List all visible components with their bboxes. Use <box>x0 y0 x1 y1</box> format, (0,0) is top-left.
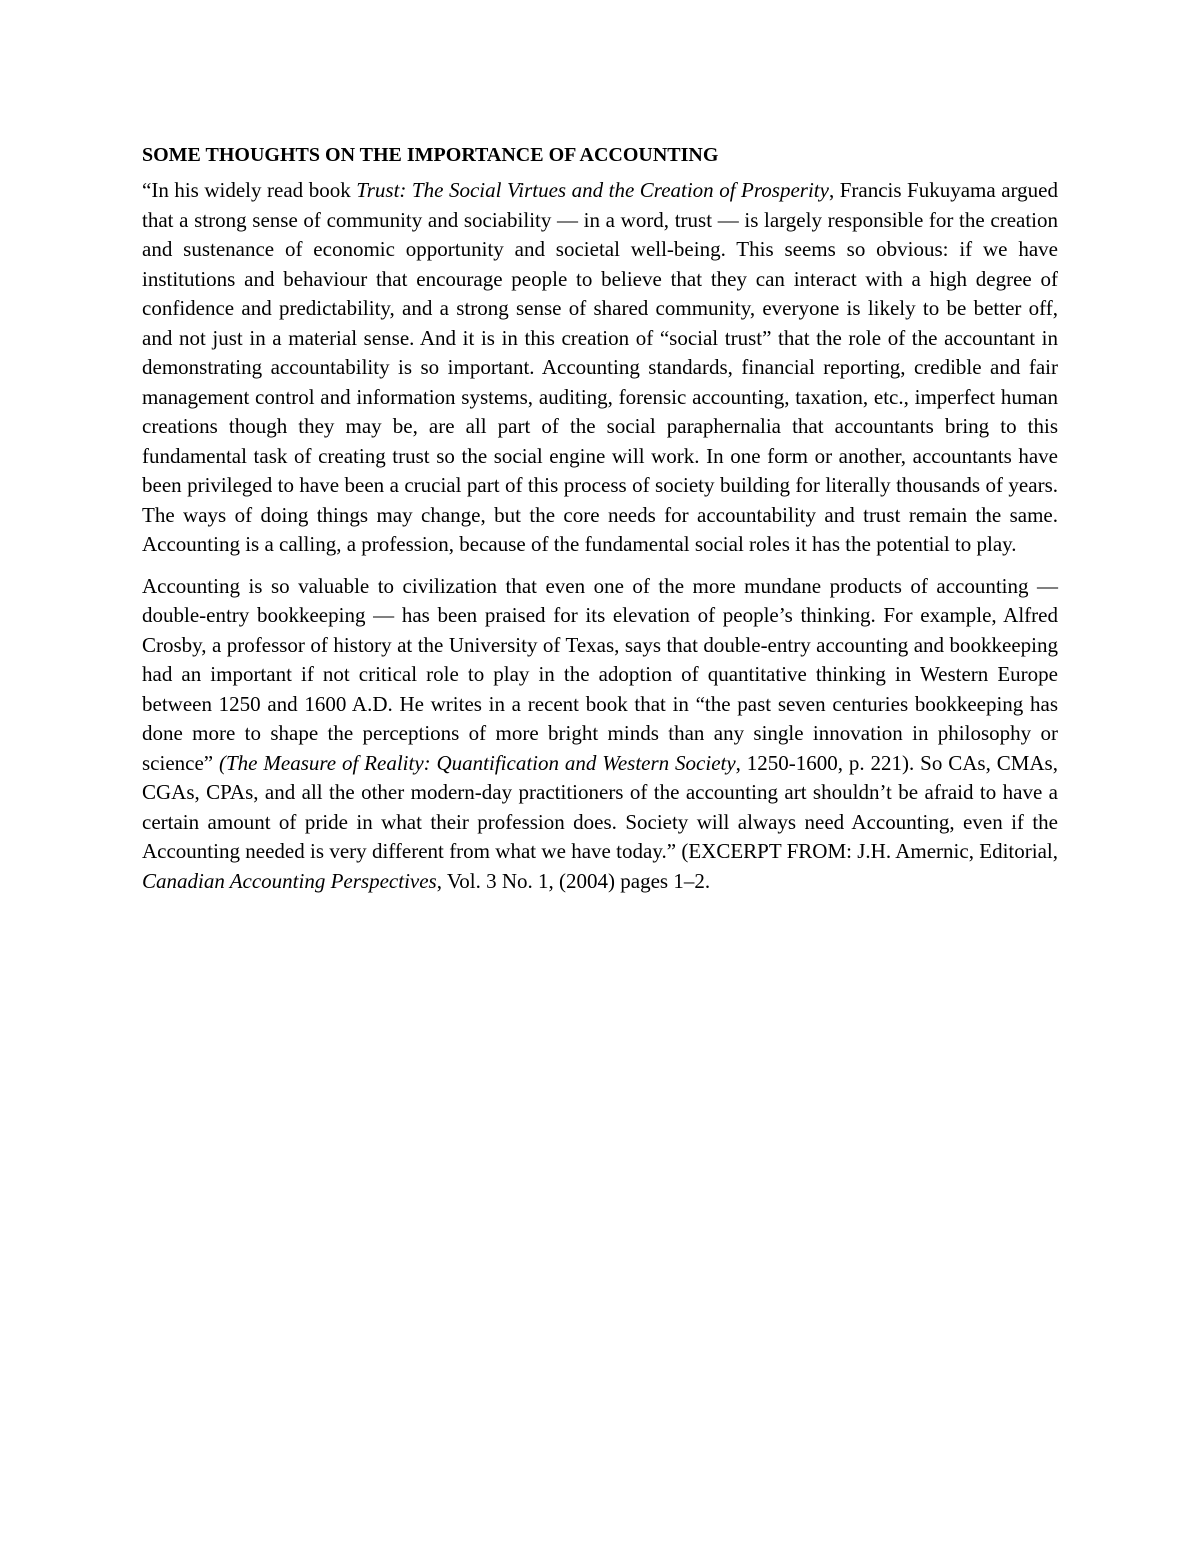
journal-title: Canadian Accounting Perspectives <box>142 868 437 893</box>
paragraph-1 <box>142 176 1058 560</box>
paragraph-2-text-c: , Vol. 3 No. 1, (2004) pages 1–2. <box>436 868 711 893</box>
paragraph-2-text-b: , 1250-1600, p. 221). So CAs, CMAs, CGAs, CPAs, and all the other modern-day practitioners of the accounting art shouldn’t be afraid to have a certain amount of pride in what their profession does. Society will always need Accounting, even if the Accounting needed is very different from what we have today.” (EXCERPT FROM: J.H. Amernic, Editorial, <box>142 750 1058 863</box>
book-title-measure-of-reality: (The Measure of Reality: Quantification and Western Society <box>219 750 736 775</box>
book-title-trust: Trust: The Social Virtues and the Creation of Prosperity <box>356 178 829 202</box>
paragraph-2 <box>142 572 1058 897</box>
paragraph-1-text-a: “In his widely read book <box>142 178 357 202</box>
document-title: SOME THOUGHTS ON THE IMPORTANCE OF ACCOUNTING <box>142 144 719 166</box>
paragraph-1-text-b: , Francis Fukuyama argued that a strong sense of community and sociability — in a word, trust — is largely responsible for the creation and sustenance of economic opportunity and societal well-being. This seems so obvious: if we have institutions and behaviour that encourage people to believe that they can interact with a high degree of confidence and predictability, and a strong sense of shared community, everyone is likely to be better off, and not just in a material sense. And it is in this creation of “social trust” that the role of the accountant in demonstrating accountability is so important. Accounting standards, financial reporting, credible and fair management control and information systems, auditing, forensic accounting, taxation, etc., imperfect human creations though they may be, are all part of the social paraphernalia that accountants bring to this fundamental task of creating trust so the social engine will work. In one form or another, accountants have been privileged to have been a crucial part of this process of society building for literally thousands of years. The ways of doing things may change, but the core needs for accountability and trust remain the same. Accounting is a calling, a profession, because of the fundamental social roles it has the potential to play. <box>142 178 1058 556</box>
paragraph-2-text-a: Accounting is so valuable to civilization that even one of the more mundane products of accounting — double-entry bookkeeping — has been praised for its elevation of people’s thinking. For example, Alfred Crosby, a professor of history at the University of Texas, says that double-entry accounting and bookkeeping had an important if not critical role to play in the adoption of quantitative thinking in Western Europe between 1250 and 1600 A.D. He writes in a recent book that in “the past seven centuries bookkeeping has done more to shape the perceptions of more bright minds than any single innovation in philosophy or science” <box>142 573 1058 775</box>
document-page <box>142 140 1058 908</box>
